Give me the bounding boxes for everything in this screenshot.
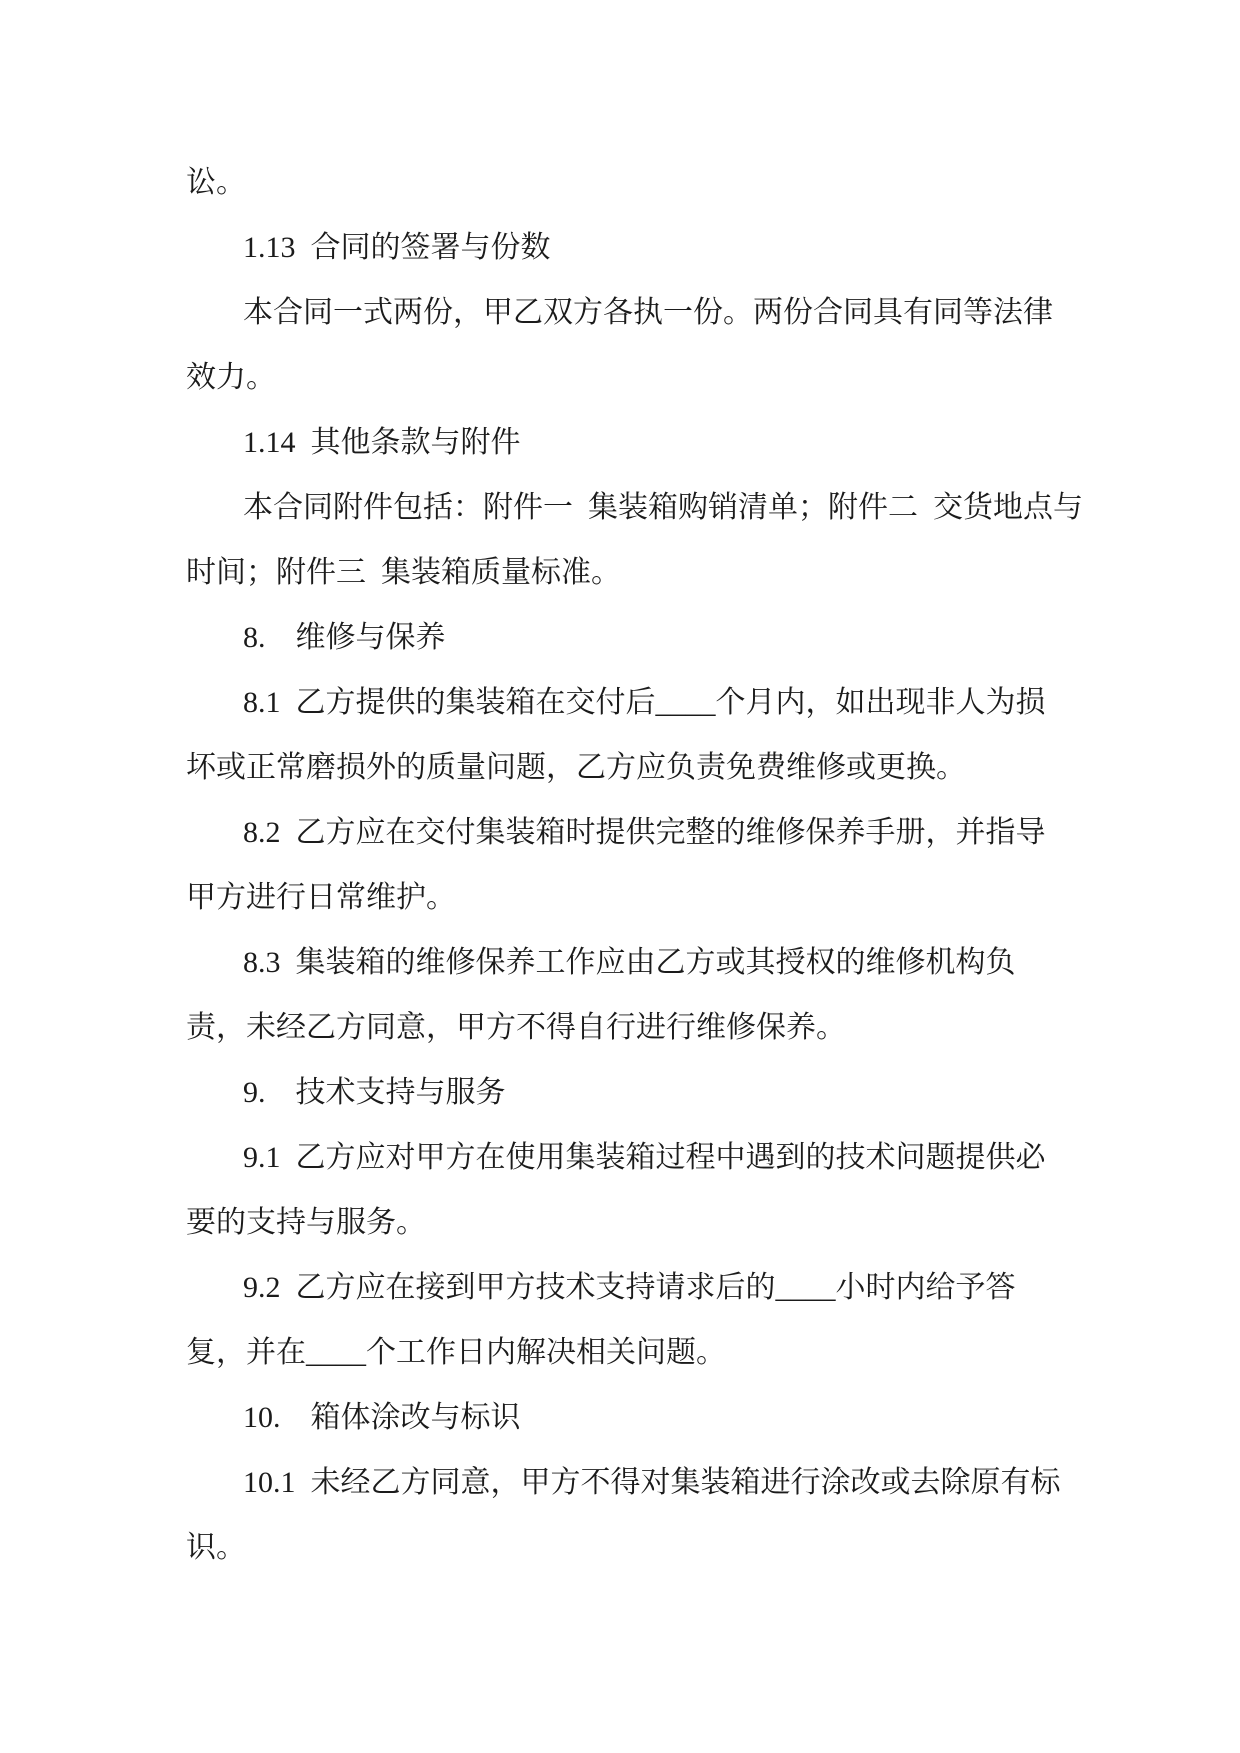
text-line: 责，未经乙方同意，甲方不得自行进行维修保养。 [186,1011,846,1044]
text-line: 10.1 未经乙方同意，甲方不得对集装箱进行涂改或去除原有标 [243,1466,1061,1499]
text-line: 8. 维修与保养 [243,621,446,654]
text-line: 甲方进行日常维护。 [186,881,456,914]
text-line: 10. 箱体涂改与标识 [243,1401,521,1434]
text-line: 8.3 集装箱的维修保养工作应由乙方或其授权的维修机构负 [243,946,1016,979]
text-line: 复，并在____个工作日内解决相关问题。 [186,1336,726,1369]
text-line: 1.14 其他条款与附件 [243,426,521,459]
document-text-block [186,150,1083,1580]
text-line: 本合同一式两份，甲乙双方各执一份。两份合同具有同等法律 [243,296,1053,329]
text-line: 讼。 [186,166,246,199]
text-line: 1.13 合同的签署与份数 [243,231,551,264]
text-line: 识。 [186,1531,246,1564]
text-line: 9. 技术支持与服务 [243,1076,506,1109]
text-line: 9.1 乙方应对甲方在使用集装箱过程中遇到的技术问题提供必 [243,1141,1046,1174]
text-line: 8.1 乙方提供的集装箱在交付后____个月内，如出现非人为损 [243,686,1046,719]
text-line: 时间；附件三 集装箱质量标准。 [186,556,621,589]
text-line: 要的支持与服务。 [186,1206,426,1239]
text-line: 效力。 [186,361,276,394]
text-line: 9.2 乙方应在接到甲方技术支持请求后的____小时内给予答 [243,1271,1016,1304]
text-line: 本合同附件包括：附件一 集装箱购销清单；附件二 交货地点与 [243,491,1083,524]
text-line: 坏或正常磨损外的质量问题，乙方应负责免费维修或更换。 [186,751,966,784]
text-line: 8.2 乙方应在交付集装箱时提供完整的维修保养手册，并指导 [243,816,1046,849]
